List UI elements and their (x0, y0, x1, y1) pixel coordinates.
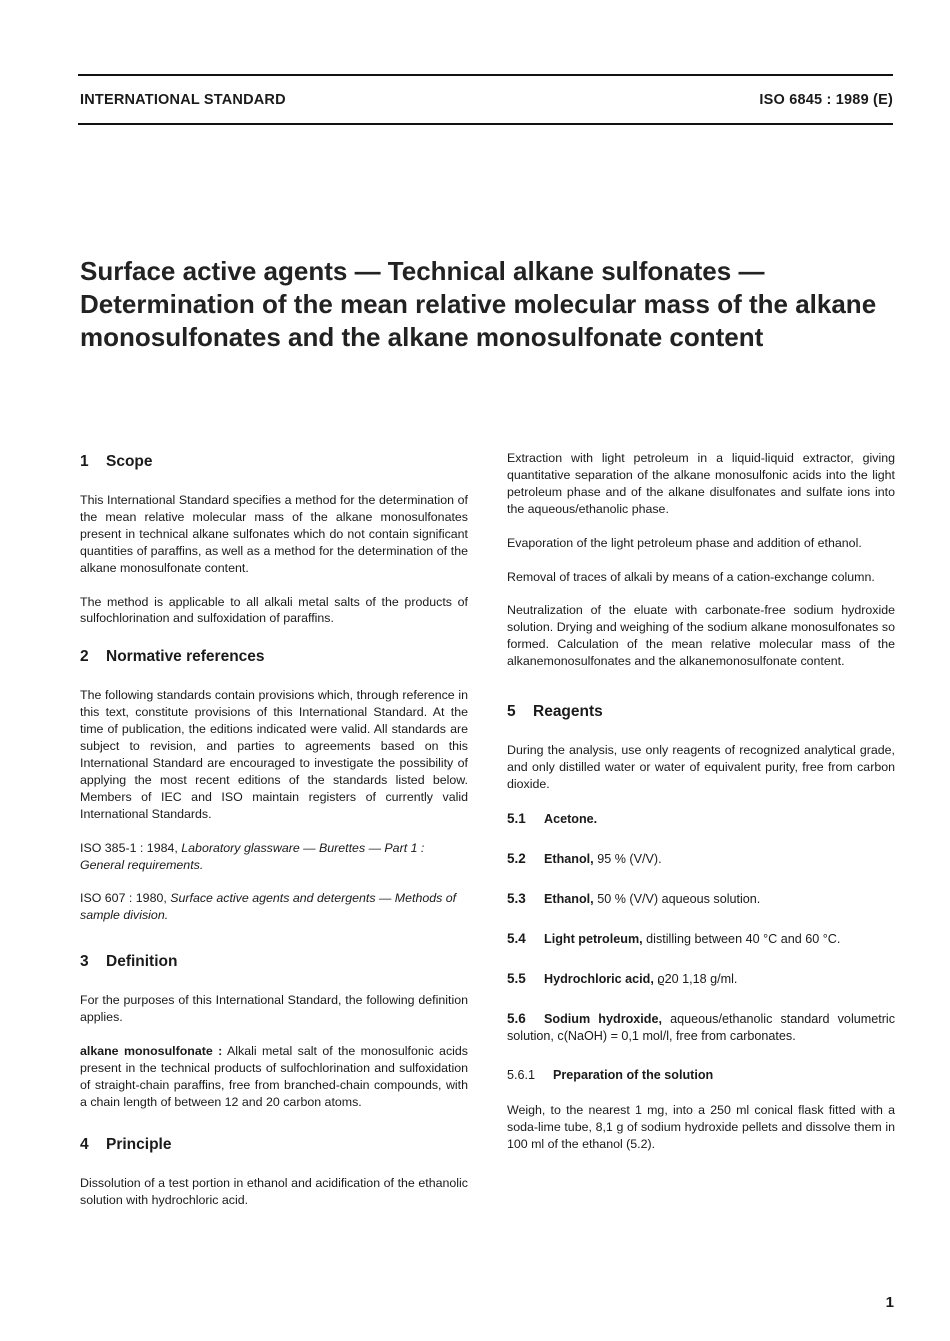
principle-paragraph-1: Dissolution of a test portion in ethanol and acidification of the ethanolic solution with hydrochloric acid. (80, 1175, 468, 1207)
reagent-item: 5.2 Ethanol, 95 % (V/V). (507, 850, 662, 866)
reagent-item: 5.6 Sodium hydroxide, aqueous/ethanolic standard volumetric solution, c(NaOH) = 0,1 mol/l, free from carbonates. (507, 1010, 896, 1043)
principle-paragraph-5: Neutralization of the eluate with carbonate-free sodium hydroxide solution. Drying and weighing of the sodium alkane monosulfonates so formed. Calculation of the mean relative molecular mass of the alkanemonosulfonates and the alkanemonosulfonate content. (507, 603, 895, 669)
left-column (80, 450, 468, 1225)
principle-paragraph-2: Extraction with light petroleum in a liquid-liquid extractor, giving quantitative separation of the alkane monosulfonic acids into the light petroleum phase and of the alkane disulfonates and sulfate ions into the aqueous/ethanolic phase. (507, 451, 895, 516)
page-number: 1 (885, 1294, 894, 1311)
principle-paragraph-3: Evaporation of the light petroleum phase and addition of ethanol. (507, 535, 862, 550)
reagent-item: 5.4 Light petroleum, distilling between 40 °C and 60 °C. (507, 930, 841, 946)
right-column (507, 450, 895, 1169)
definition-term-entry: alkane monosulfonate : Alkali metal salt of the monosulfonic acids present in the technical products of sulfochlorination and sulfoxidation of straight-chain paraffins, free from branched-chain compounds, with a chain length of between 12 and 20 carbon atoms. (80, 1044, 468, 1109)
header-bottom-rule (78, 123, 893, 125)
reference-iso-385: ISO 385-1 : 1984, Laboratory glassware — Burettes — Part 1 : General requirements. (80, 840, 425, 872)
principle-paragraph-4: Removal of traces of alkali by means of a cation-exchange column. (507, 569, 875, 584)
definition-paragraph: For the purposes of this International Standard, the following definition applies. (80, 993, 468, 1025)
reagents-paragraph: During the analysis, use only reagents of recognized analytical grade, and only distilled water or water of equivalent purity, free from carbon dioxide. (507, 743, 895, 791)
section-reagents-heading: 5 Reagents (507, 703, 603, 721)
scope-paragraph-2: The method is applicable to all alkali metal salts of the products of sulfochlorination and sulfoxidation of paraffins. (80, 594, 468, 626)
scope-paragraph-1: This International Standard specifies a method for the determination of the mean relative molecular mass of the alkane monosulfonates present in technical alkane sulfonates which do not contain significant quantities of paraffins, as well as a method for the determination of the alkane monosulfonate content. (80, 493, 468, 575)
header-document-code: ISO 6845 : 1989 (E) (759, 92, 893, 108)
normative-paragraph: The following standards contain provisions which, through reference in this text, constitute provisions of this International Standard. At the time of publication, the editions indicated were valid. All standards are subject to revision, and parties to agreements based on this International Standard are encouraged to investigate the possibility of applying the most recent editions of the standards listed below. Members of IEC and ISO maintain registers of currently valid International Standards. (80, 688, 468, 821)
reagent-item: 5.1 Acetone. (507, 810, 598, 826)
section-definition-heading: 3 Definition (80, 953, 178, 971)
section-principle-heading: 4 Principle (80, 1135, 172, 1153)
subsection-preparation-heading: 5.6.1 Preparation of the solution (507, 1067, 714, 1082)
header-top-rule (78, 74, 893, 76)
section-scope-heading: 1 Scope (80, 453, 153, 470)
preparation-paragraph: Weigh, to the nearest 1 mg, into a 250 ml conical flask fitted with a soda-lime tube, 8,1 g of sodium hydroxide pellets and dissolve them in 100 ml of the ethanol (5.2). (507, 1102, 895, 1151)
document-title: Surface active agents — Technical alkane sulfonates — Determination of the mean relative molecular mass of the alkane monosulfonates and the alkane monosulfonate content (80, 256, 877, 352)
header-standard-label: INTERNATIONAL STANDARD (80, 92, 286, 108)
section-normative-heading: 2 Normative references (80, 648, 265, 666)
reagent-item: 5.5 Hydrochloric acid, ϱ20 1,18 g/ml. (507, 970, 738, 986)
reagent-item: 5.3 Ethanol, 50 % (V/V) aqueous solution. (507, 890, 761, 906)
reference-iso-607: ISO 607 : 1980, Surface active agents and detergents — Methods of sample division. (80, 891, 457, 923)
